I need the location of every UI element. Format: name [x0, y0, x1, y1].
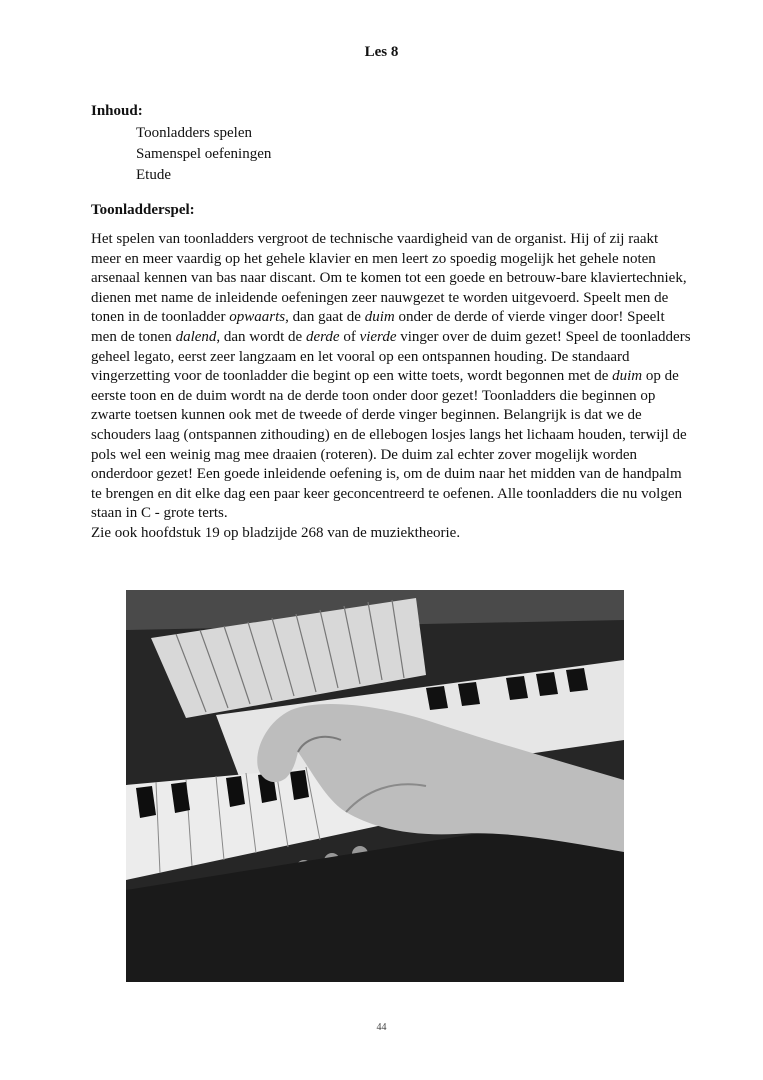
contents-heading: Inhoud: — [91, 103, 143, 119]
body-paragraph — [91, 230, 691, 544]
section-heading: Toonladderspel: — [91, 202, 195, 218]
organ-photo — [126, 590, 624, 982]
emphasis: opwaarts — [229, 309, 286, 326]
emphasis: duim — [612, 368, 643, 385]
text-run: Het spelen van toonladders vergroot de technische vaardigheid van de organist. Hij of zij raakt meer en meer vaardig op het gehele klavier en men leert zo spoedig mogelijk het gehele noten arsenaal kennen van bas naar discant. Om te komen tot een goede en betrouw-bare klaviertechniek, dienen met name de inleidende oefeningen zeer nauwgezet te worden uitgevoerd. Speelt men de tonen in de toonladder — [91, 231, 687, 326]
text-run: op de eerste toon en de duim wordt na de derde toon onder door gezet! Toonladders die beginnen op zwarte toetsen kunnen ook met de tweede of derde vinger beginnen. Belangrijk is dat we de schouders laag (ontspannen zithouding) en de ellebogen losjes langs het lichaam houden, terwijl de pols wel een weinig mag mee draaien (roteren). De duim zal echter zover mogelijk worden onderdoor gezet! Een goede inleidende oefening is, om de duim naar het midden van de handpalm te brengen en dit elke dag een paar keer geconcentreerd te oefenen. Alle toonladders die nu volgen staan in C - grote terts. — [91, 368, 687, 522]
emphasis: duim — [364, 309, 395, 326]
emphasis: dalend — [175, 328, 217, 345]
text-run: , dan wordt de — [216, 328, 306, 345]
text-run: , dan gaat de — [285, 309, 365, 326]
contents-item: Toonladders spelen — [136, 125, 253, 141]
text-run: vinger over de duim gezet! Speel de toonladders geheel legato, eerst zeer langzaam en let vooral op een ontspannen houding. De standaard vingerzetting voor de toonladder die begint op een witte toets, wordt begonnen met de — [91, 328, 691, 385]
organ-hand-illustration — [126, 590, 624, 982]
text-run: onder de derde of vierde vinger door! Speelt men de tonen — [91, 309, 665, 345]
page-number: 44 — [376, 1022, 387, 1033]
reference-line: Zie ook hoofdstuk 19 op bladzijde 268 van de muziektheorie. — [91, 524, 461, 541]
contents-item: Etude — [136, 167, 171, 183]
contents-list — [136, 123, 271, 186]
contents-item: Samenspel oefeningen — [136, 146, 272, 162]
emphasis: vierde — [359, 328, 397, 345]
emphasis: derde — [305, 328, 340, 345]
page-title: Les 8 — [364, 44, 399, 60]
text-run: of — [339, 328, 360, 345]
